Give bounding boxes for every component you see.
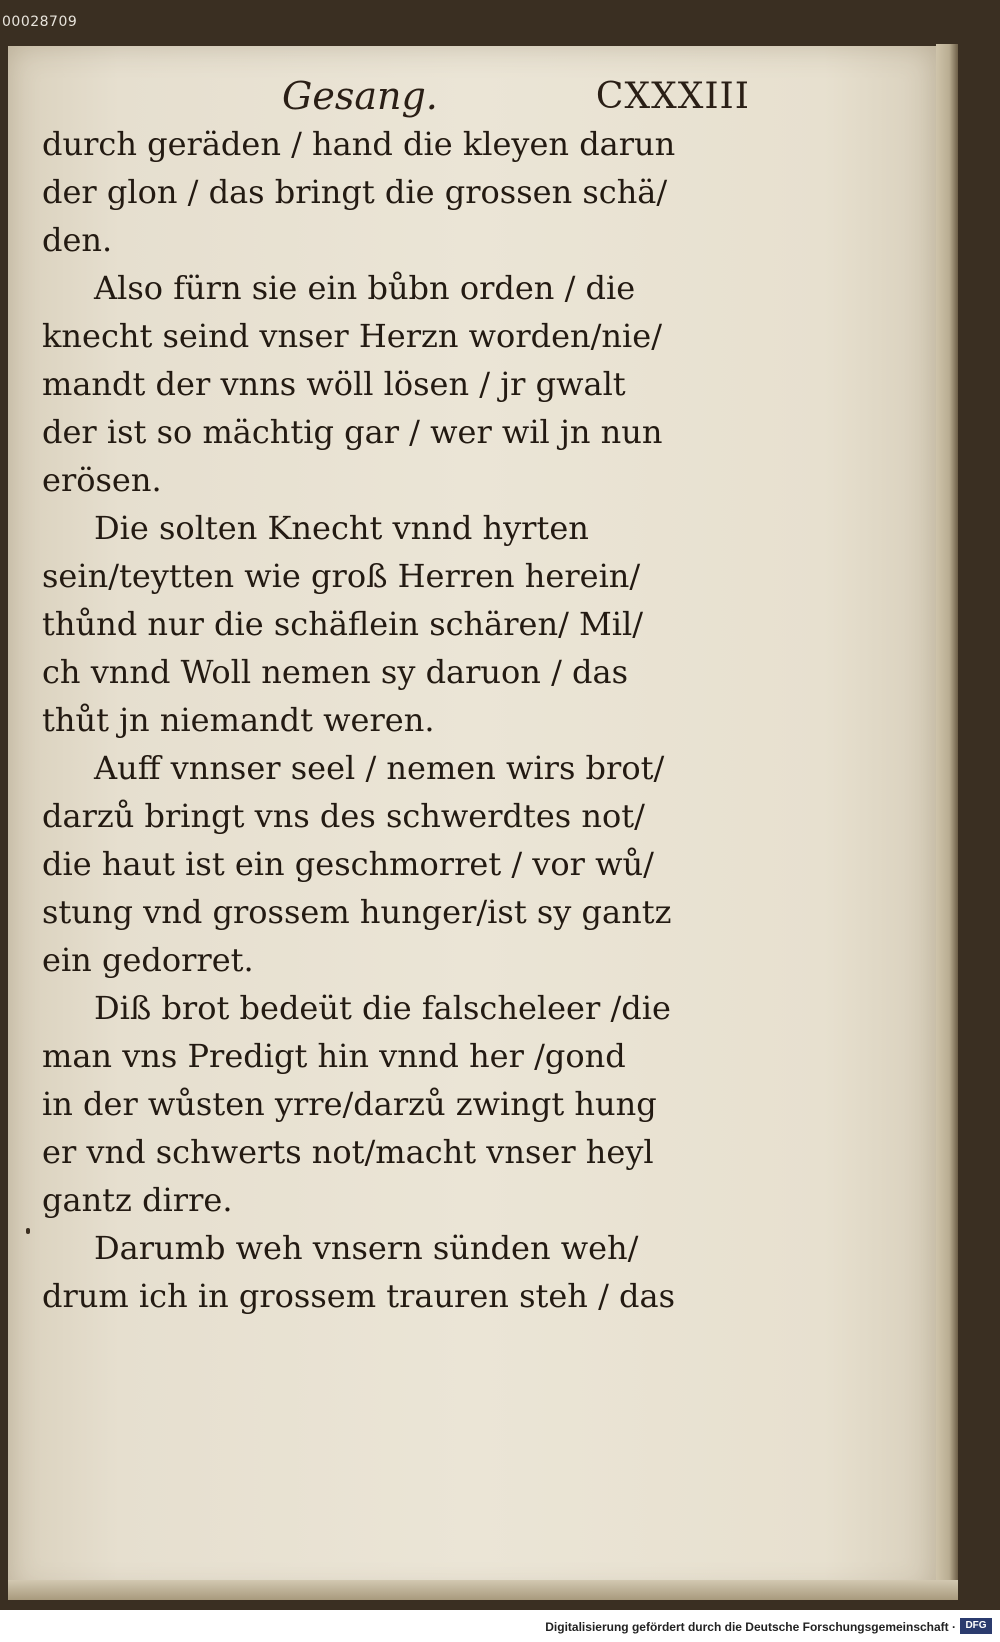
folio-number: CXXXIII xyxy=(595,76,750,117)
stanza-first-line: Diß brot bedeüt die falschelеer /die xyxy=(94,989,671,1027)
text-line: ein gedorret. xyxy=(42,941,254,979)
dfg-logo-icon: DFG xyxy=(960,1618,992,1634)
text-line: man vns Predigt hin vnnd her /gond xyxy=(42,1037,626,1075)
text-line: den. xyxy=(42,221,113,259)
text-line: erösen. xyxy=(42,461,162,499)
stanza-first-line: Darumb weh vnsern sünden weh/ xyxy=(94,1229,639,1267)
text-line: ch vnnd Woll nemen sy daruon / das xyxy=(42,653,629,691)
text-line: mandt der vnns wöll lösen / jr gwalt xyxy=(42,365,626,403)
stanza-first-line: Also fürn sie ein bůbn orden / die xyxy=(94,269,636,307)
running-title: Gesang. xyxy=(282,74,438,118)
text-line: darzů bringt vns des schwerdtes not/ xyxy=(42,797,645,835)
text-line: der ist so mächtig gar / wer wil jn nun xyxy=(42,413,663,451)
text-line: die haut ist ein geschmorret / vor wů/ xyxy=(42,845,654,883)
text-line: gantz dirre. xyxy=(42,1181,233,1219)
stanza-first-line: Auff vnnser seel / nemen wirs brot/ xyxy=(94,749,665,787)
text-line: thůt jn niemandt weren. xyxy=(42,701,435,739)
scan-id-label: 00028709 xyxy=(2,14,78,30)
footer-bar xyxy=(0,1614,1000,1642)
text-line: stung vnd grossem hunger/ist sy gantz xyxy=(42,893,672,931)
text-line: der glon / das bringt die grossen schä/ xyxy=(42,173,668,211)
text-line: sein/teytten wie groß Herren herein/ xyxy=(42,557,641,595)
text-line: durch geräden / hand die kleyen darun xyxy=(42,125,676,163)
stanza-first-line: Die solten Knecht vnnd hyrten xyxy=(94,509,589,547)
text-line: er vnd schwerts not/macht vnser heyl xyxy=(42,1133,654,1171)
funding-credit: Digitalisierung gefördert durch die Deutsche Forschungsgemeinschaft · xyxy=(545,1620,956,1634)
ink-speck xyxy=(26,1228,30,1234)
text-line: in der wůsten yrre/darzů zwingt hung xyxy=(42,1085,657,1123)
page-edge-right xyxy=(936,44,958,1596)
text-line: drum ich in grossem trauren steh / das xyxy=(42,1277,675,1315)
body-text xyxy=(42,120,768,1320)
page-edge-bottom xyxy=(8,1580,958,1600)
text-line: knecht seind vnser Herzn worden/nie/ xyxy=(42,317,662,355)
text-line: thůnd nur die schäflein schären/ Mil/ xyxy=(42,605,644,643)
